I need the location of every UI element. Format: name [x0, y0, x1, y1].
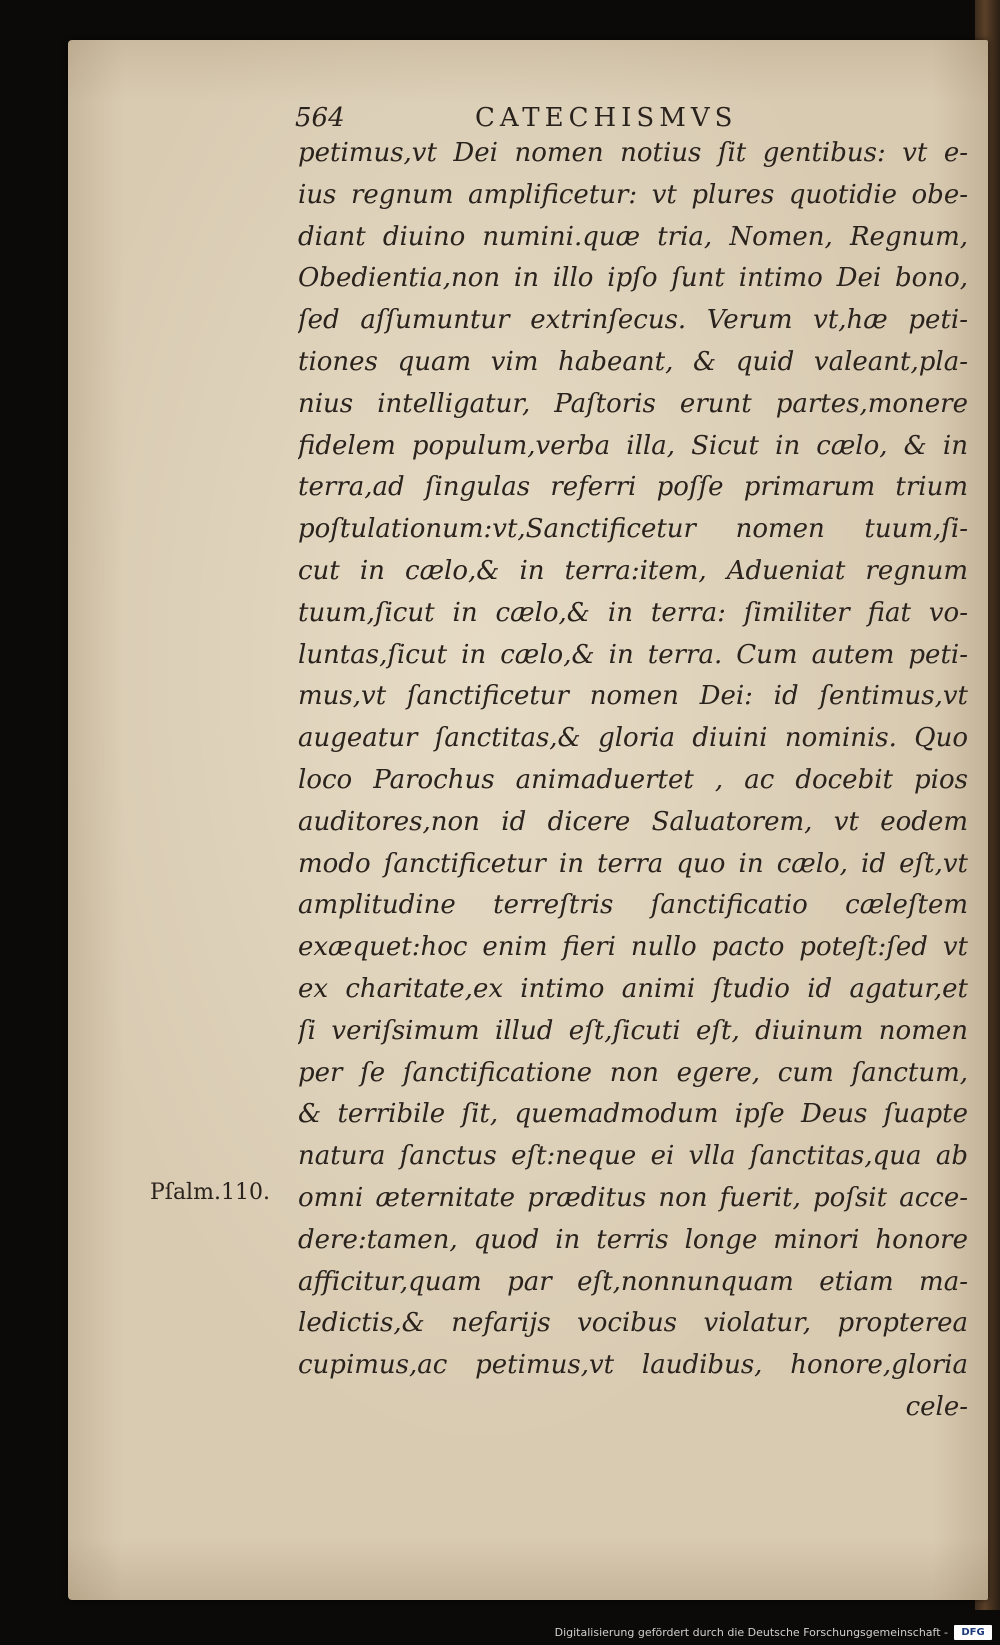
- text-line: poſtulationum:vt,Sanctificetur nomen tuum,ſi-: [298, 514, 968, 545]
- margin-note: Pſalm.110.: [150, 1180, 270, 1205]
- text-line: afficitur,quam par eſt,nonnunquam etiam ma-: [298, 1266, 968, 1297]
- text-line: modo ſanctificetur in terra quo in cælo, id eſt,vt: [298, 848, 968, 879]
- text-line: ex charitate,ex intimo animi ſtudio id agatur,et: [298, 973, 968, 1004]
- text-line: augeatur ſanctitas,& gloria diuini nominis. Quo: [298, 723, 968, 754]
- text-line: mus,vt ſanctificetur nomen Dei: id ſentimus,vt: [298, 681, 968, 712]
- text-line: loco Parochus animaduertet , ac docebit pios: [298, 764, 968, 795]
- text-line: ſi veriſsimum illud eſt,ſicuti eſt, diuinum nomen: [298, 1015, 968, 1046]
- text-line: & terribile ſit, quemadmodum ipſe Deus ſuapte: [298, 1099, 968, 1130]
- text-line: omni æternitate præditus non fuerit, poſsit acce-: [298, 1182, 968, 1213]
- catchword: cele-: [905, 1391, 968, 1422]
- text-line: per ſe ſanctificatione non egere, cum ſanctum,: [298, 1057, 968, 1088]
- text-line: luntas,ſicut in cælo,& in terra. Cum autem peti-: [298, 639, 968, 670]
- text-line: ius regnum amplificetur: vt plures quotidie obe-: [298, 179, 968, 210]
- text-line: amplitudine terreſtris ſanctificatio cæleſtem: [298, 890, 968, 921]
- text-line: auditores,non id dicere Saluatorem, vt eodem: [298, 806, 968, 837]
- text-line: ſed aſſumuntur extrinſecus. Verum vt,hæ peti-: [298, 305, 968, 336]
- text-line: cut in cælo,& in terra:item, Adueniat regnum: [298, 555, 968, 586]
- text-line: exæquet:hoc enim fieri nullo pacto poteſt:ſed vt: [298, 932, 968, 963]
- text-line: dere:tamen, quod in terris longe minori honore: [298, 1224, 968, 1255]
- text-line: tiones quam vim habeant, & quid valeant,pla-: [298, 346, 968, 377]
- text-line: natura ſanctus eſt:neque ei vlla ſanctitas,qua ab: [298, 1141, 968, 1172]
- text-line: terra,ad ſingulas referri poſſe primarum trium: [298, 472, 968, 503]
- running-head: CATECHISMVS: [475, 103, 738, 133]
- body-text: [298, 133, 968, 1429]
- text-line: fidelem populum,verba illa, Sicut in cælo, & in: [298, 430, 968, 461]
- footer-credit: Digitalisierung gefördert durch die Deutsche Forschungsgemeinschaft -: [554, 1626, 948, 1639]
- text-line: Obedientia,non in illo ipſo ſunt intimo Dei bono,: [298, 263, 968, 294]
- text-line: tuum,ſicut in cælo,& in terra: ſimiliter fiat vo-: [298, 597, 968, 628]
- page-header: [295, 100, 795, 136]
- text-line: cupimus,ac petimus,vt laudibus, honore,gloria: [298, 1350, 968, 1381]
- dfg-logo: DFG: [954, 1625, 992, 1640]
- text-line: diant diuino numini.quæ tria, Nomen, Regnum,: [298, 221, 968, 252]
- page-number: 564: [295, 103, 345, 133]
- text-line: ledictis,& nefarijs vocibus violatur, propterea: [298, 1308, 968, 1339]
- text-line: nius intelligatur, Paſtoris erunt partes,monere: [298, 388, 968, 419]
- footer-bar: [0, 1622, 1000, 1645]
- text-line: petimus,vt Dei nomen notius ſit gentibus: vt e-: [298, 138, 968, 168]
